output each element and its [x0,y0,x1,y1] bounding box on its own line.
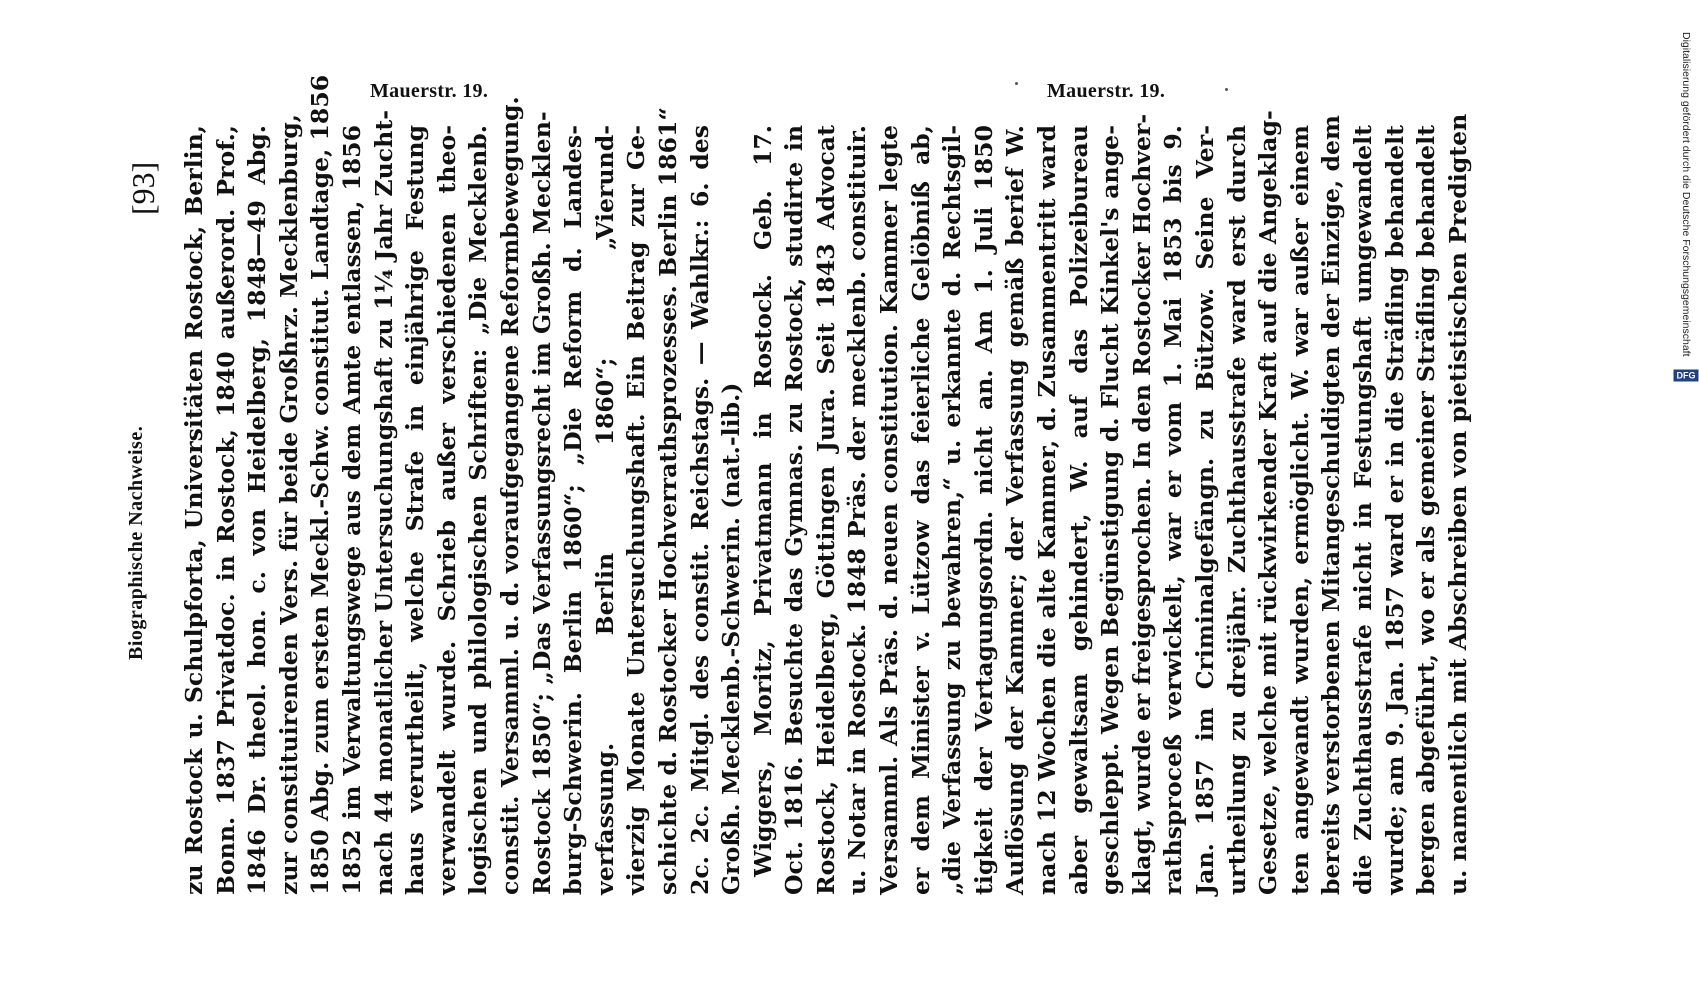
text-line: nach 12 Wochen die alte Kammer, d. Zusammentritt ward [1033,125,1062,895]
text-line: logischen und philologischen Schriften: „Die Mecklenb. [464,125,493,895]
text-line: aber gewaltsam gehindert, W. auf das Polizeibureau [1064,125,1093,895]
text-line: constit. Versamml. u. d. voraufgegangene Reformbewegung. [495,96,524,895]
text-line: schichte d. Rostocker Hochverrathsprozesses. Berlin 1861“ [653,107,682,895]
text-line: Rostock 1850“; „Das Verfassungsrecht im Großh. Mecklen- [527,111,556,895]
text-line: u. Notar in Rostock. 1848 Präs. der mecklenb. constituir. [843,125,872,895]
text-line: ten angewandt wurden, ermöglicht. W. war außer einem [1285,125,1314,895]
text-line: wurde; am 9. Jan. 1857 ward er in die Sträfling behandelt [1380,125,1409,895]
text-line: 1846 Dr. theol. hon. c. von Heidelberg, 1848—49 Abg. [243,125,272,895]
text-line: nach 44 monatlicher Untersuchungshaft zu 1¼ Jahr Zucht- [369,109,398,895]
text-line: zur constituirenden Vers. für beide Großhrz. Mecklenburg, [274,114,303,895]
text-line: Großh. Mecklenb.-Schwerin. (nat.-lib.) [717,382,746,895]
text-line: tigkeit der Vertagungsordn. nicht an. Am 1. Juli 1850 [969,125,998,895]
text-line: bereits verstorbenen Mitangeschuldigten der Einzige, dem [1317,115,1346,895]
text-line: rathsproceß verwickelt, war er vom 1. Mai 1853 bis 9. [1159,125,1188,895]
text-line: geschleppt. Wegen Begünstigung d. Flucht Kinkel's ange- [1096,125,1125,895]
dfg-attribution [1676,32,1696,388]
text-line: verwandelt wurde. Schrieb außer verschiedenen theo- [432,125,461,895]
text-line: zu Rostock u. Schulpforta, Universitäten Rostock, Berlin, [180,125,208,895]
text-line: burg-Schwerin. Berlin 1860“; „Die Reform d. Landes- [559,125,588,895]
text-line: haus verurtheilt, welche Strafe in einjährige Festung [401,125,430,895]
text-line: Bonn. 1837 Privatdoc. in Rostock, 1840 außerord. Prof., [211,125,240,895]
text-line: 1852 im Verwaltungswege aus dem Amte entlassen, 1856 [337,125,366,895]
text-line: Auflösung der Kammer; der Verfassung gemäß berief W. [1001,125,1030,895]
running-head-right: Mauerstr. 19. [1047,80,1166,102]
text-line: Jan. 1857 im Criminalgefängn. zu Bützow. Seine Ver- [1191,125,1219,895]
speck-mark [1015,82,1018,85]
speck-mark [1225,88,1228,91]
page-number: [93] [125,161,161,215]
text-line: er dem Minister v. Lützow das feierliche Gelöbniß ab, [906,125,935,895]
attribution-text: Digitalisierung gefördert durch die Deutsche Forschungsgemeinschaft [1680,32,1692,357]
text-line: Wiggers, Moritz, Privatmann in Rostock. Geb. 17. [748,125,777,877]
text-line: vierzig Monate Untersuchungshaft. Ein Beitrag zur Ge- [622,125,651,895]
dfg-logo-icon: DFG [1674,369,1699,381]
text-line: die Zuchthausstrafe nicht in Festungshaft umgewandelt [1348,125,1377,895]
text-line: bergen abgeführt, wo er als gemeiner Sträfling behandelt [1412,125,1441,895]
text-line: 1850 Abg. zum ersten Meckl.-Schw. constitut. Landtage, 1856 [306,74,335,895]
text-line: Oct. 1816. Besuchte das Gymnas. zu Rostock, studirte in [780,125,809,895]
text-line: „die Verfassung zu bewahren,“ u. erkannte d. Rechtsgil- [938,125,967,895]
running-head-left: Mauerstr. 19. [370,80,489,102]
text-line: urtheilung zu dreijähr. Zuchthausstrafe ward erst durch [1222,125,1251,895]
text-line: Gesetze, welche mit rückwirkender Kraft auf die Angeklag- [1254,110,1283,895]
section-title: Biographische Nachweise. [125,425,147,660]
text-line: verfassung. Berlin 1860“; „Vierund- [590,125,619,895]
text-line: Rostock, Heidelberg, Göttingen Jura. Seit 1843 Advocat [811,125,840,895]
text-line: Versamml. Als Präs. d. neuen constitution. Kammer legte [875,125,904,895]
text-line: u. namentlich mit Abschreiben von pietistischen Predigten [1443,113,1472,895]
text-line: 2c. 2c. Mitgl. des constit. Reichstags. — Wahlkr.: 6. des [685,125,714,895]
text-line: klagt, wurde er freigesprochen. In den Rostocker Hochver- [1127,113,1156,895]
